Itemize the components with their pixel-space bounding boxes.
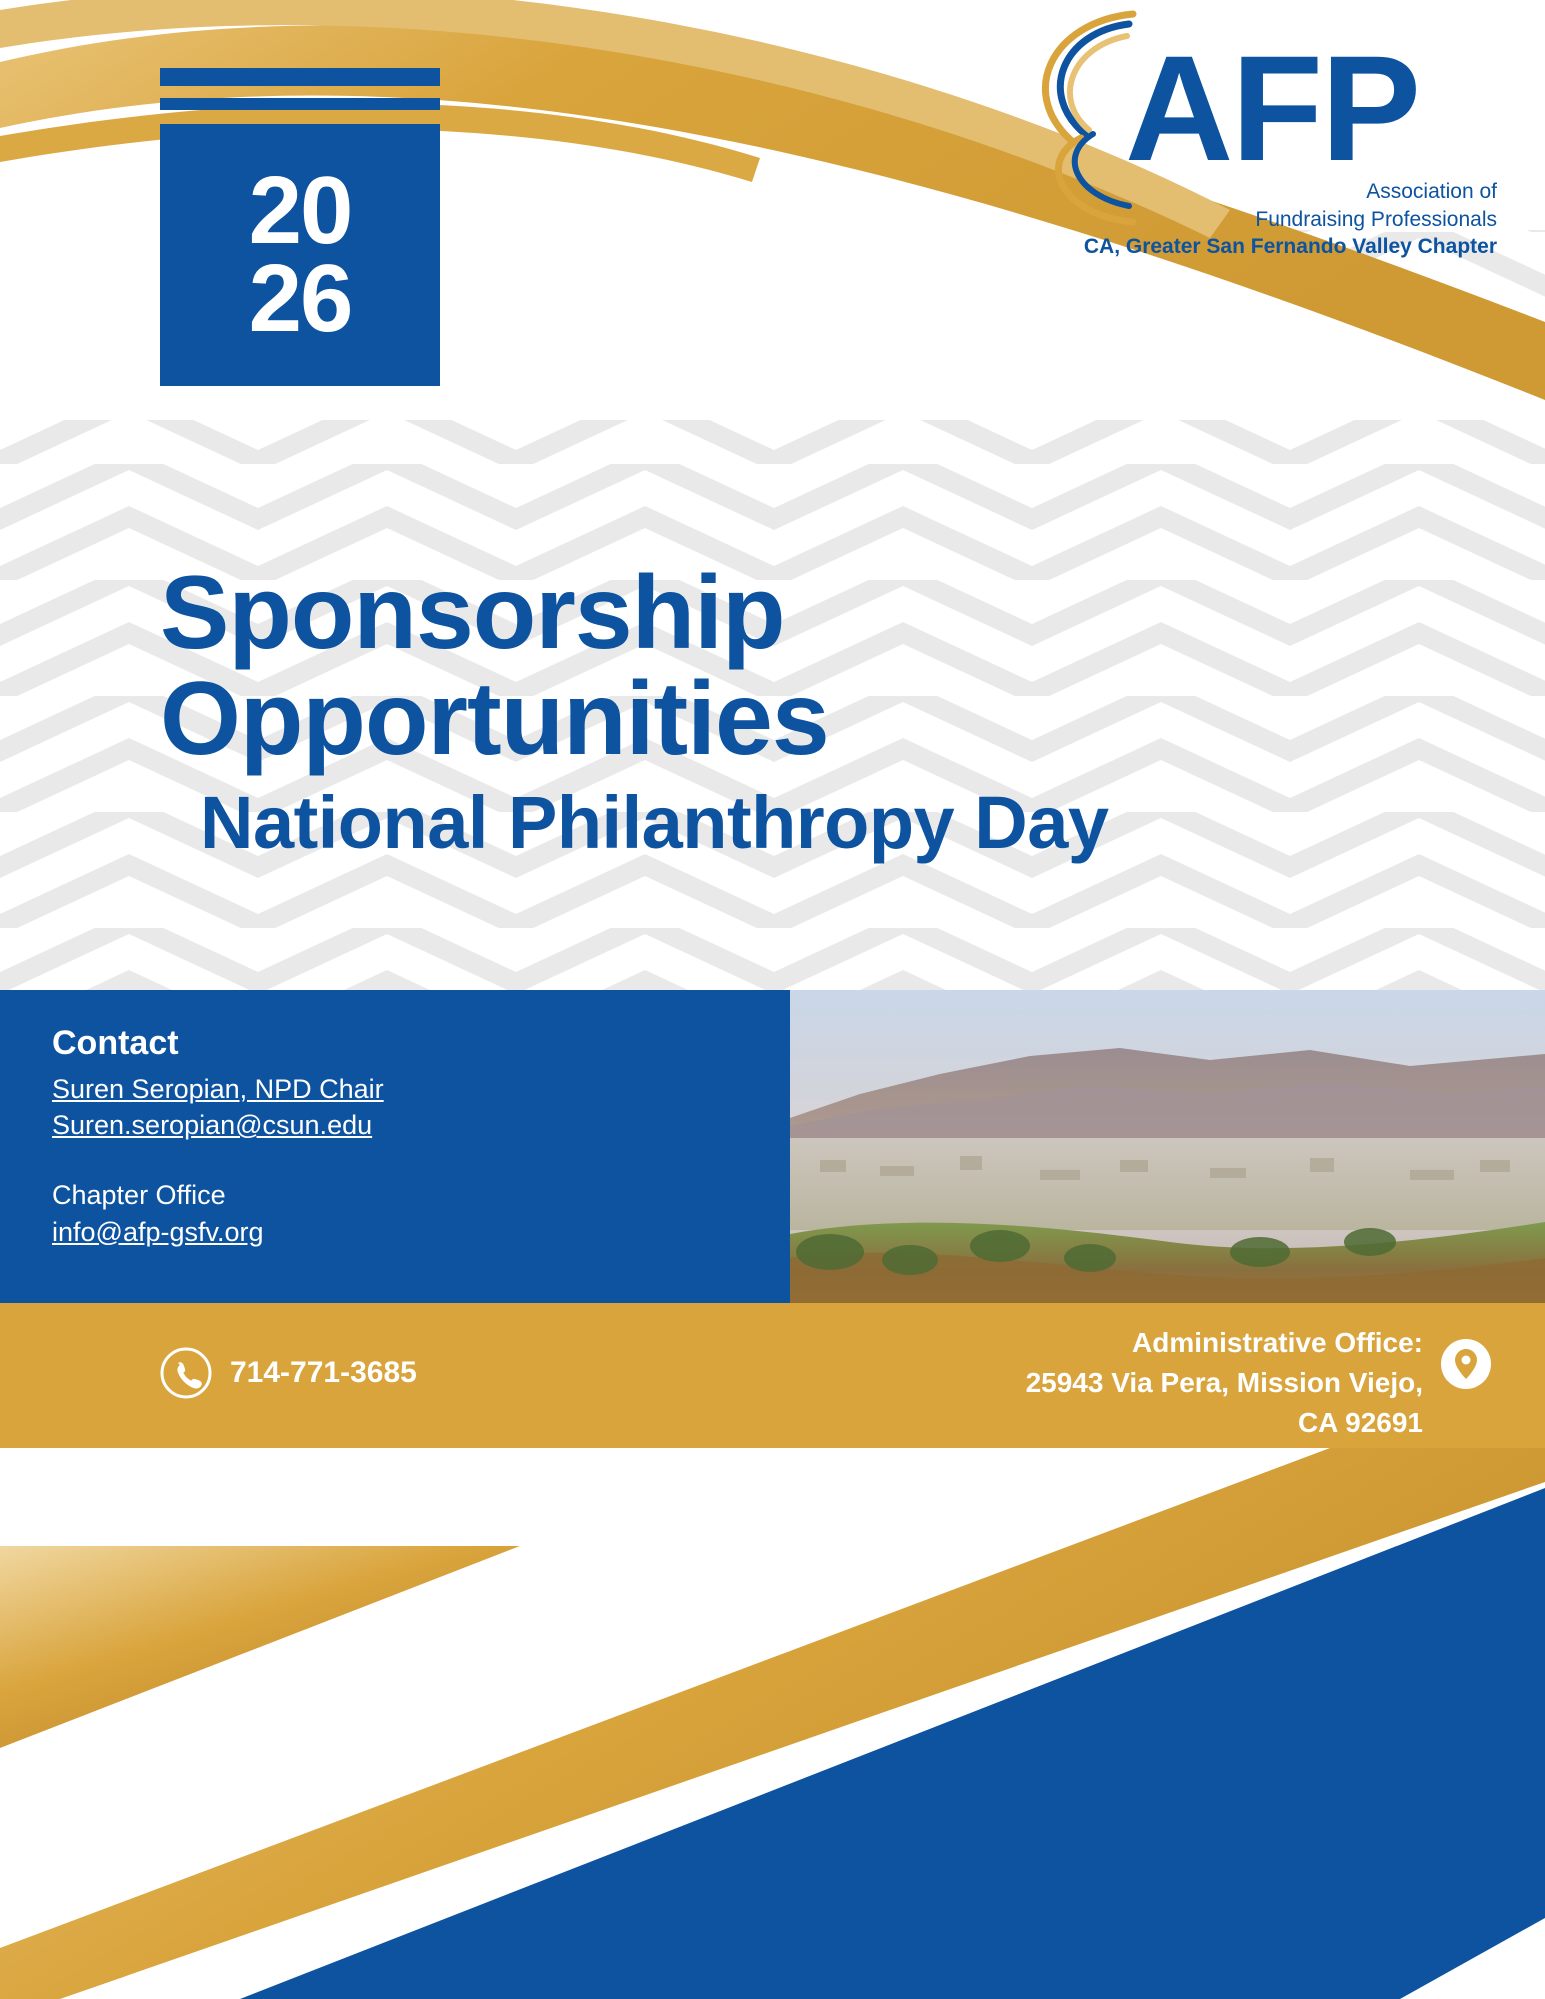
address-line-2: CA 92691 [1297,1406,1423,1438]
page-title-line-2: Opportunities [160,661,829,778]
contact-person: Suren Seropian, NPD Chair [52,1074,384,1104]
page-title-group [160,555,1420,865]
address-group [1026,1323,1493,1442]
afp-line-3: CA, Greater San Fernando Valley Chapter [1083,235,1497,259]
chapter-office-label: Chapter Office [52,1180,226,1211]
svg-text:AFP: AFP [1125,24,1419,192]
afp-line-1: Association of [1366,180,1497,203]
chapter-office-email[interactable]: info@afp-gsfv.org [52,1216,264,1247]
year-badge-bar-top [160,68,440,86]
page-subtitle: National Philanthropy Day [200,781,1109,865]
contact-person-email[interactable]: Suren.seropian@csun.edu [52,1110,373,1141]
afp-line-2: Fundraising Professionals [1255,207,1497,231]
phone-group [160,1347,417,1399]
phone-number[interactable]: 714-771-3685 [230,1356,417,1389]
year-badge-box [160,124,440,386]
contact-spacer [52,1143,790,1177]
year-badge [160,68,440,386]
year-top: 20 [248,156,352,264]
address-text [1026,1323,1423,1442]
bottom-decorative-art [0,1448,1545,1999]
address-line-1: 25943 Via Pera, Mission Viejo, [1025,1366,1423,1398]
contact-heading: Contact [52,1024,179,1062]
year-bottom: 26 [248,245,352,352]
address-label: Administrative Office: [1132,1327,1423,1358]
page-title-line-1: Sponsorship [160,555,785,671]
afp-logo-wordmark [1027,178,1497,261]
year-badge-bar-second [160,98,440,110]
valley-photo [790,990,1545,1303]
info-band [0,1303,1545,1448]
phone-icon [160,1347,212,1399]
map-pin-icon [1439,1337,1493,1391]
contact-block [0,990,790,1303]
